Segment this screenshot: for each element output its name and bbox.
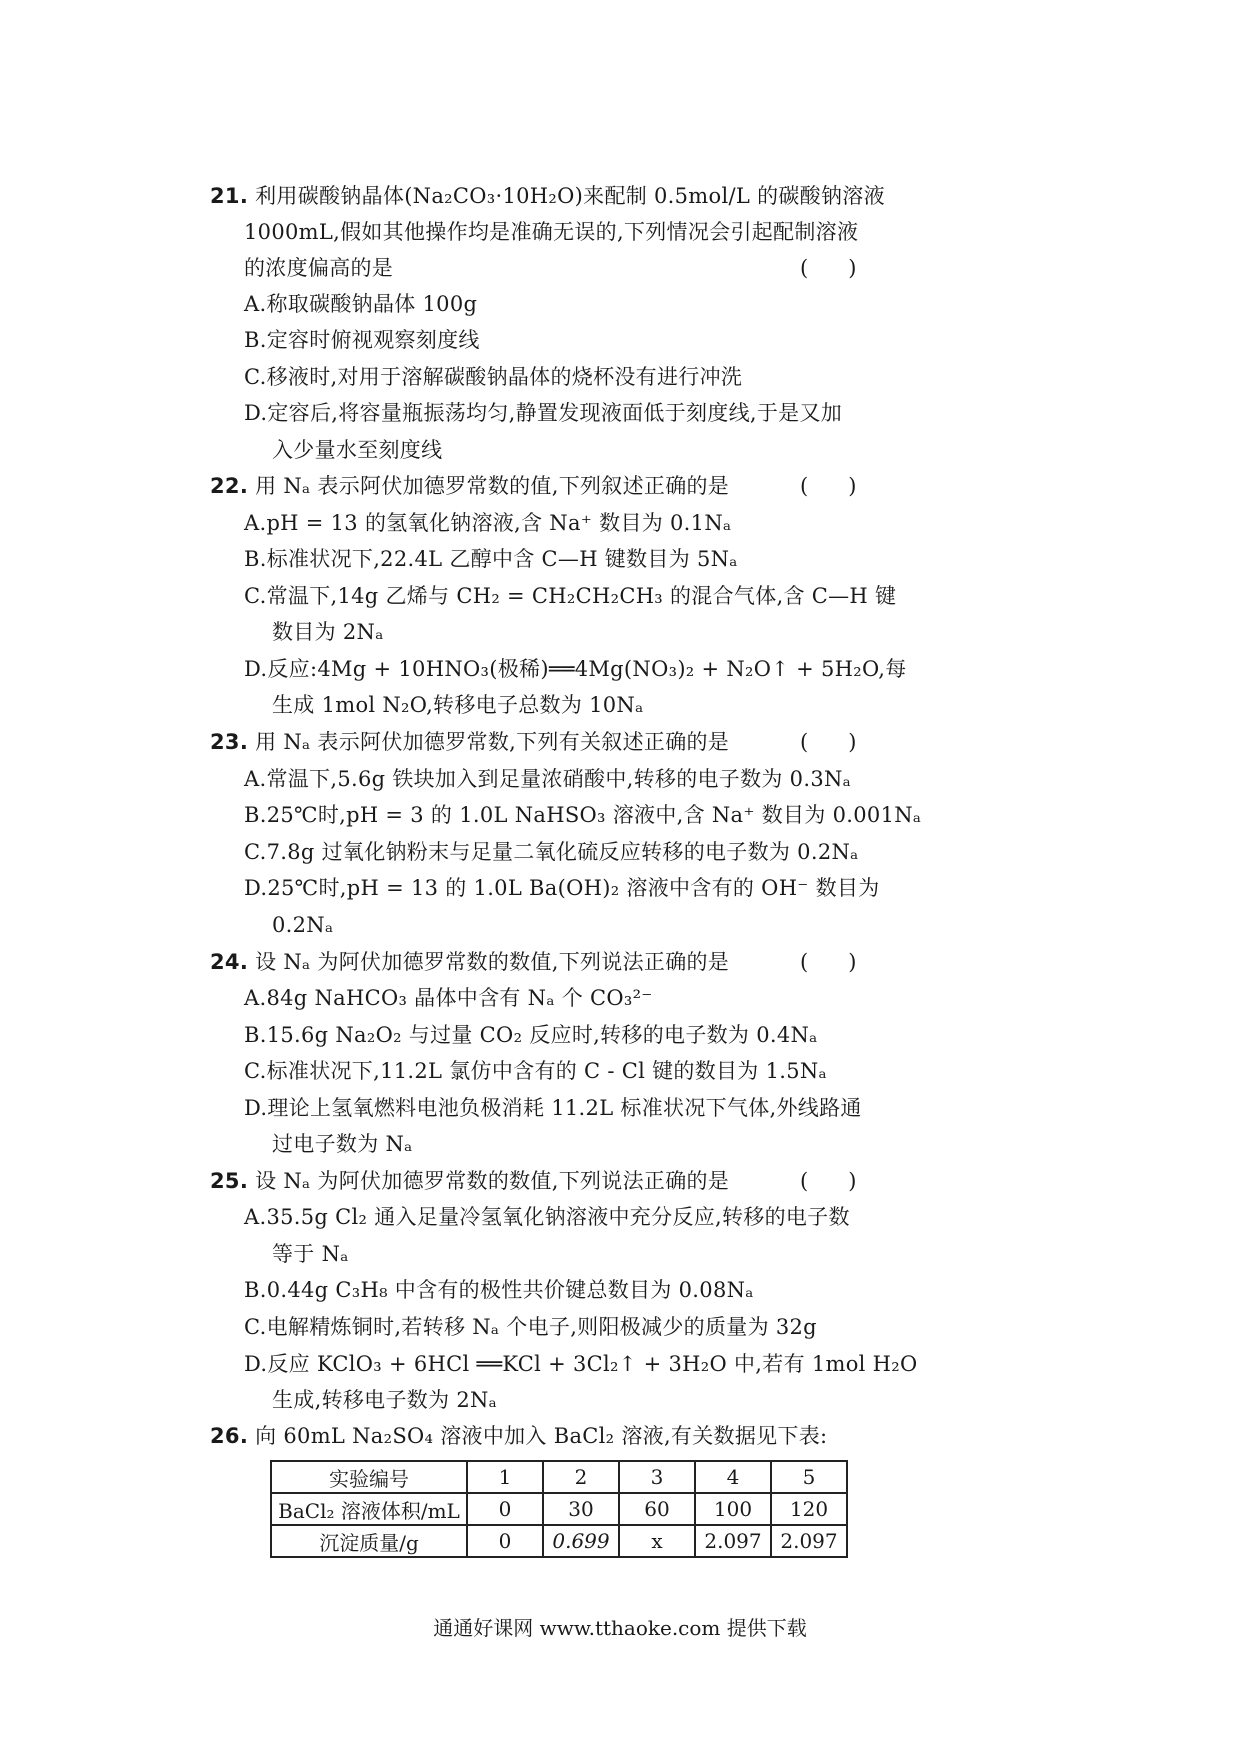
table-cell: 实验编号 — [271, 1461, 467, 1493]
q22-option-b: B.标准状况下,22.4L 乙醇中含 C—H 键数目为 5Nₐ — [244, 547, 738, 571]
q25-stem: 设 Nₐ 为阿伏加德罗常数的数值,下列说法正确的是 — [255, 1169, 730, 1193]
q25-number: 25. — [210, 1169, 249, 1193]
q25-stem-line — [210, 1167, 729, 1195]
table-cell: 0 — [467, 1525, 543, 1557]
q24-stem-line — [210, 948, 729, 976]
q21-option-c: C.移液时,对用于溶解碳酸钠晶体的烧杯没有进行冲洗 — [244, 365, 743, 389]
q22-stem: 用 Nₐ 表示阿伏加德罗常数的值,下列叙述正确的是 — [255, 474, 730, 498]
q21-line-1 — [210, 182, 885, 210]
footer-source-note: 通通好课网 www.tthaoke.com 提供下载 — [433, 1616, 807, 1640]
q23-number: 23. — [210, 730, 249, 754]
table-cell: 120 — [771, 1493, 847, 1525]
q25-answer-blank: ( ) — [800, 1169, 857, 1193]
q23-stem-line — [210, 728, 729, 756]
q22-answer-blank: ( ) — [800, 474, 857, 498]
q21-text-1: 利用碳酸钠晶体(Na₂CO₃·10H₂O)来配制 0.5mol/L 的碳酸钠溶液 — [255, 184, 885, 208]
q24-option-d-cont: 过电子数为 Nₐ — [272, 1132, 413, 1156]
q22-option-c-cont: 数目为 2Nₐ — [272, 620, 384, 644]
q21-option-b: B.定容时俯视观察刻度线 — [244, 328, 480, 352]
q25-option-c: C.电解精炼铜时,若转移 Nₐ 个电子,则阳极减少的质量为 32g — [244, 1315, 817, 1339]
q23-option-c: C.7.8g 过氧化钠粉末与足量二氧化硫反应转移的电子数为 0.2Nₐ — [244, 840, 859, 864]
q23-option-d: D.25℃时,pH = 13 的 1.0L Ba(OH)₂ 溶液中含有的 OH⁻ 数目为 — [244, 876, 880, 900]
table-cell: 沉淀质量/g — [271, 1525, 467, 1557]
table-cell: 3 — [619, 1461, 695, 1493]
table-cell: 2.097 — [695, 1525, 771, 1557]
table-cell: BaCl₂ 溶液体积/mL — [271, 1493, 467, 1525]
q22-number: 22. — [210, 474, 249, 498]
q26-number: 26. — [210, 1424, 249, 1448]
q26-stem-line — [210, 1422, 827, 1450]
q23-option-b: B.25℃时,pH = 3 的 1.0L NaHSO₃ 溶液中,含 Na⁺ 数目为 0.001Nₐ — [244, 803, 922, 827]
q21-number: 21. — [210, 184, 249, 208]
q25-option-b: B.0.44g C₃H₈ 中含有的极性共价键总数目为 0.08Nₐ — [244, 1278, 754, 1302]
q21-option-a: A.称取碳酸钠晶体 100g — [244, 292, 478, 316]
q21-option-d: D.定容后,将容量瓶振荡均匀,静置发现液面低于刻度线,于是又加 — [244, 401, 843, 425]
q22-option-a: A.pH = 13 的氢氧化钠溶液,含 Na⁺ 数目为 0.1Nₐ — [244, 511, 732, 535]
q24-option-b: B.15.6g Na₂O₂ 与过量 CO₂ 反应时,转移的电子数为 0.4Nₐ — [244, 1023, 818, 1047]
q22-option-c: C.常温下,14g 乙烯与 CH₂ = CH₂CH₂CH₃ 的混合气体,含 C—H 键 — [244, 584, 897, 608]
q21-text-3: 的浓度偏高的是 — [244, 256, 394, 280]
table-cell: 100 — [695, 1493, 771, 1525]
q21-option-d-cont: 入少量水至刻度线 — [272, 438, 443, 462]
q24-option-a: A.84g NaHCO₃ 晶体中含有 Nₐ 个 CO₃²⁻ — [244, 986, 653, 1010]
data-table — [270, 1460, 848, 1558]
q21-answer-blank: ( ) — [800, 256, 857, 280]
q25-option-a-cont: 等于 Nₐ — [272, 1242, 349, 1266]
table-cell: 2 — [543, 1461, 619, 1493]
table-cell: 5 — [771, 1461, 847, 1493]
q24-number: 24. — [210, 950, 249, 974]
table-cell: x — [619, 1525, 695, 1557]
table-cell: 4 — [695, 1461, 771, 1493]
q24-option-c: C.标准状况下,11.2L 氯仿中含有的 C - Cl 键的数目为 1.5Nₐ — [244, 1059, 827, 1083]
q21-text-2: 1000mL,假如其他操作均是准确无误的,下列情况会引起配制溶液 — [244, 220, 859, 244]
q23-stem: 用 Nₐ 表示阿伏加德罗常数,下列有关叙述正确的是 — [255, 730, 730, 754]
q25-option-d-cont: 生成,转移电子数为 2Nₐ — [272, 1388, 498, 1412]
table-cell: 60 — [619, 1493, 695, 1525]
q25-option-a: A.35.5g Cl₂ 通入足量冷氢氧化钠溶液中充分反应,转移的电子数 — [244, 1205, 850, 1229]
table-cell: 0.699 — [543, 1525, 619, 1557]
q23-answer-blank: ( ) — [800, 730, 857, 754]
q25-option-d: D.反应 KClO₃ + 6HCl ══KCl + 3Cl₂↑ + 3H₂O 中,若有 1mol H₂O — [244, 1352, 918, 1376]
table-cell: 2.097 — [771, 1525, 847, 1557]
table-row — [271, 1461, 847, 1493]
table-cell: 0 — [467, 1493, 543, 1525]
q22-option-d-cont: 生成 1mol N₂O,转移电子总数为 10Nₐ — [272, 693, 644, 717]
q26-stem: 向 60mL Na₂SO₄ 溶液中加入 BaCl₂ 溶液,有关数据见下表: — [255, 1424, 828, 1448]
table-cell: 30 — [543, 1493, 619, 1525]
table-row — [271, 1525, 847, 1557]
q22-option-d: D.反应:4Mg + 10HNO₃(极稀)══4Mg(NO₃)₂ + N₂O↑ + 5H₂O,每 — [244, 657, 907, 681]
q24-option-d: D.理论上氢氧燃料电池负极消耗 11.2L 标准状况下气体,外线路通 — [244, 1096, 862, 1120]
q23-option-d-cont: 0.2Nₐ — [272, 913, 334, 937]
q24-stem: 设 Nₐ 为阿伏加德罗常数的数值,下列说法正确的是 — [255, 950, 730, 974]
table-row — [271, 1493, 847, 1525]
q22-stem-line — [210, 472, 729, 500]
table-cell: 1 — [467, 1461, 543, 1493]
q24-answer-blank: ( ) — [800, 950, 857, 974]
q23-option-a: A.常温下,5.6g 铁块加入到足量浓硝酸中,转移的电子数为 0.3Nₐ — [244, 767, 852, 791]
